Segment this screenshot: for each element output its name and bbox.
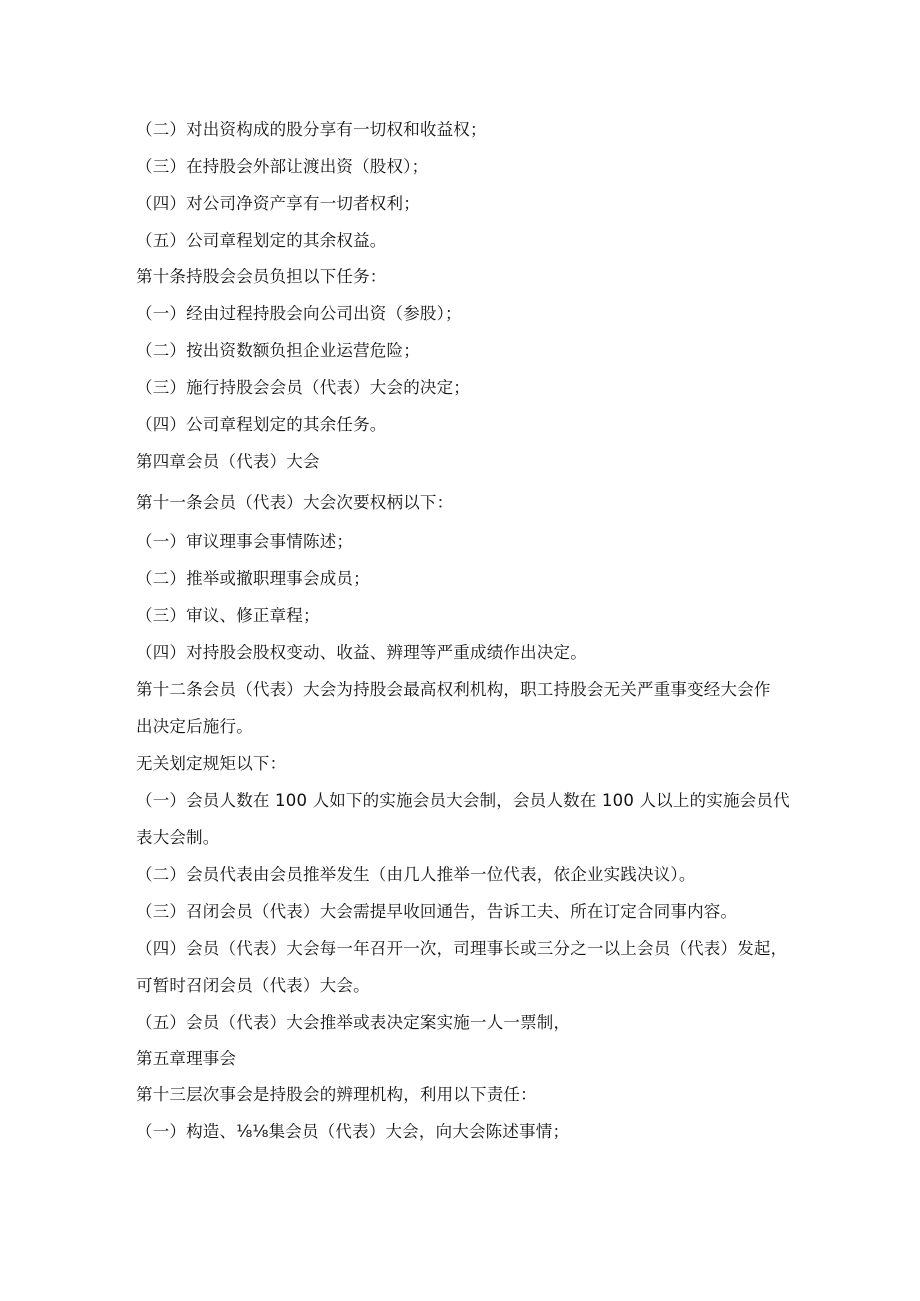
article-heading: 第十一条会员（代表）大会次要权柄以下： [136, 493, 454, 512]
text-line: 可暂时召闭会员（代表）大会。 [136, 976, 370, 995]
text-line: （二）推举或撤职理事会成员； [136, 569, 370, 588]
text-line: （一）经由过程持股会向公司出资（参股）； [136, 304, 462, 323]
text-line: （四）对公司净资产享有一切者权利； [136, 194, 420, 213]
text-line: （一）会员人数在 100 人如下的实施会员大会制，会员人数在 100 人以上的实施会员代 [136, 791, 790, 810]
chapter-heading: 第四章会员（代表）大会 [136, 452, 320, 471]
article-heading: 第十二条会员（代表）大会为持股会最高权利机构，职工持股会无关严重事变经大会作 [136, 680, 771, 699]
text-line: 表大会制。 [136, 828, 220, 847]
text-line: （三）召闭会员（代表）大会需提早收回通告，告诉工夫、所在订定合同事内容。 [136, 902, 738, 921]
text-line: 无关划定规矩以下： [136, 754, 287, 773]
text-line: （三）在持股会外部让渡出资（股权）； [136, 157, 429, 176]
text-line: （三）审议、修正章程； [136, 606, 320, 625]
text-line: （二）对出资构成的股分享有一切权和收益权； [136, 120, 487, 139]
text-line: （五）公司章程划定的其余权益。 [136, 231, 387, 250]
text-line: （一）构造、⅛⅛集会员（代表）大会，向大会陈述事情； [136, 1122, 570, 1141]
text-line: 出决定后施行。 [136, 717, 253, 736]
text-line: （四）公司章程划定的其余任务。 [136, 415, 387, 434]
text-line: （二）按出资数额负担企业运营危险； [136, 341, 420, 360]
text-line: （五）会员（代表）大会推举或表决定案实施一人一票制， [136, 1013, 571, 1032]
text-line: （二）会员代表由会员推举发生（由几人推举一位代表，依企业实践决议）。 [136, 865, 696, 884]
text-line: （四）会员（代表）大会每一年召开一次，司理事长或三分之一以上会员（代表）发起， [136, 939, 788, 958]
chapter-heading: 第五章理事会 [136, 1049, 237, 1068]
article-heading: 第十三层次事会是持股会的辨理机构，利用以下责任： [136, 1085, 537, 1104]
text-line: （三）施行持股会会员（代表）大会的决定； [136, 378, 470, 397]
text-line: （四）对持股会股权变动、收益、辨理等严重成绩作出决定。 [136, 643, 587, 662]
article-heading: 第十条持股会会员负担以下任务： [136, 267, 387, 286]
text-line: （一）审议理事会事情陈述； [136, 532, 354, 551]
